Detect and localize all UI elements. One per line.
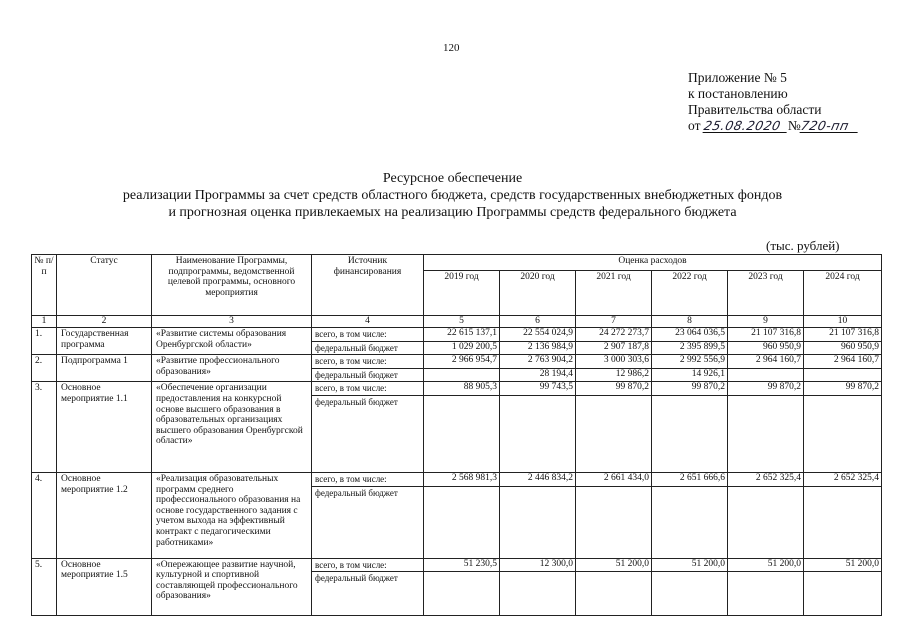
federal-value [804, 486, 882, 558]
title-line-1: Ресурсное обеспечение [382, 171, 523, 186]
federal-value [500, 572, 576, 616]
column-number: 7 [576, 316, 652, 328]
column-number: 2 [57, 316, 152, 328]
total-value: 88 905,3 [424, 382, 500, 396]
header-year: 2023 год [728, 271, 804, 316]
row-number: 5. [32, 558, 57, 616]
title-line-2: реализации Программы за счет средств областного бюджета, средств государственных внебюджетных фондов [122, 188, 783, 203]
table-row-total [32, 355, 882, 369]
federal-value [652, 395, 728, 472]
federal-value [424, 395, 500, 472]
date-prefix: от [688, 118, 701, 133]
federal-value [804, 368, 882, 382]
row-source-federal: федеральный бюджет [312, 368, 424, 382]
column-number: 8 [652, 316, 728, 328]
handwritten-date: 25.08.2020 [702, 119, 789, 133]
federal-value [500, 395, 576, 472]
total-value: 23 064 036,5 [652, 328, 728, 342]
total-value: 99 870,2 [576, 382, 652, 396]
column-number-row [32, 316, 882, 328]
page-number: 120 [443, 42, 460, 54]
federal-value: 12 986,2 [576, 368, 652, 382]
row-name: «Развитие системы образования Оренбургской области» [152, 328, 312, 355]
table-row-total [32, 382, 882, 396]
total-value: 51 200,0 [728, 558, 804, 572]
row-number: 2. [32, 355, 57, 382]
federal-value [728, 486, 804, 558]
total-value: 99 743,5 [500, 382, 576, 396]
total-value: 2 992 556,9 [652, 355, 728, 369]
row-name: «Обеспечение организации предоставления на конкурсной основе высшего образования в образовательных организациях высшего образования Оренбургской области» [152, 382, 312, 473]
total-value: 2 964 160,7 [804, 355, 882, 369]
units-label: (тыс. рублей) [766, 238, 840, 253]
row-number: 4. [32, 472, 57, 558]
federal-value: 960 950,9 [728, 341, 804, 355]
federal-value [424, 368, 500, 382]
total-value: 3 000 303,6 [576, 355, 652, 369]
total-value: 2 661 434,0 [576, 472, 652, 486]
total-value: 99 870,2 [652, 382, 728, 396]
total-value: 2 966 954,7 [424, 355, 500, 369]
table-row-total [32, 472, 882, 486]
total-value: 99 870,2 [804, 382, 882, 396]
appendix-line-2: к постановлению [688, 86, 788, 101]
column-number: 6 [500, 316, 576, 328]
document-title [0, 170, 905, 221]
federal-value: 2 907 187,8 [576, 341, 652, 355]
total-value: 51 200,0 [576, 558, 652, 572]
federal-value [500, 486, 576, 558]
federal-value: 960 950,9 [804, 341, 882, 355]
header-status: Статус [57, 255, 152, 316]
federal-value [728, 395, 804, 472]
total-value: 51 230,5 [424, 558, 500, 572]
row-source-federal: федеральный бюджет [312, 341, 424, 355]
total-value: 22 615 137,1 [424, 328, 500, 342]
total-value: 2 446 834,2 [500, 472, 576, 486]
table-body [32, 328, 882, 616]
column-number: 1 [32, 316, 57, 328]
total-value: 51 200,0 [804, 558, 882, 572]
row-name: «Опережающее развитие научной, культурной и спортивной составляющей профессионального образования» [152, 558, 312, 616]
number-sign: № [787, 118, 801, 133]
federal-value: 2 136 984,9 [500, 341, 576, 355]
row-status: Основное мероприятие 1.2 [57, 472, 152, 558]
total-value: 2 568 981,3 [424, 472, 500, 486]
header-year: 2022 год [652, 271, 728, 316]
row-source-total: всего, в том числе: [312, 328, 424, 342]
row-status: Подпрограмма 1 [57, 355, 152, 382]
row-name: «Развитие профессионального образования» [152, 355, 312, 382]
federal-value [652, 572, 728, 616]
federal-value [576, 395, 652, 472]
title-line-3: и прогнозная оценка привлекаемых на реализацию Программы средств федерального бюджета [168, 205, 737, 220]
row-number: 1. [32, 328, 57, 355]
row-source-total: всего, в том числе: [312, 472, 424, 486]
handwritten-number: 720-пп [799, 119, 860, 133]
row-status: Государственная программа [57, 328, 152, 355]
header-year: 2024 год [804, 271, 882, 316]
header-costs: Оценка расходов [424, 255, 882, 271]
federal-value [424, 486, 500, 558]
column-number: 9 [728, 316, 804, 328]
resource-table [31, 254, 882, 616]
total-value: 2 651 666,6 [652, 472, 728, 486]
total-value: 2 763 904,2 [500, 355, 576, 369]
header-name: Наименование Программы, подпрограммы, ведомственной целевой программы, основного мероприятия [152, 255, 312, 316]
row-status: Основное мероприятие 1.1 [57, 382, 152, 473]
row-source-federal: федеральный бюджет [312, 395, 424, 472]
row-source-total: всего, в том числе: [312, 558, 424, 572]
federal-value [576, 486, 652, 558]
federal-value [652, 486, 728, 558]
total-value: 2 652 325,4 [728, 472, 804, 486]
total-value: 24 272 273,7 [576, 328, 652, 342]
header-num: № п/п [32, 255, 57, 316]
row-source-total: всего, в том числе: [312, 355, 424, 369]
row-source-federal: федеральный бюджет [312, 572, 424, 616]
federal-value: 1 029 200,5 [424, 341, 500, 355]
federal-value [728, 368, 804, 382]
total-value: 12 300,0 [500, 558, 576, 572]
header-year: 2019 год [424, 271, 500, 316]
total-value: 22 554 024,9 [500, 328, 576, 342]
total-value: 2 964 160,7 [728, 355, 804, 369]
appendix-line-3: Правительства области [688, 102, 822, 117]
header-year: 2021 год [576, 271, 652, 316]
federal-value [804, 572, 882, 616]
federal-value: 14 926,1 [652, 368, 728, 382]
federal-value: 2 395 899,5 [652, 341, 728, 355]
total-value: 21 107 316,8 [728, 328, 804, 342]
total-value: 51 200,0 [652, 558, 728, 572]
federal-value [576, 572, 652, 616]
federal-value [804, 395, 882, 472]
table-row-total [32, 558, 882, 572]
federal-value [728, 572, 804, 616]
federal-value [424, 572, 500, 616]
column-number: 5 [424, 316, 500, 328]
federal-value: 28 194,4 [500, 368, 576, 382]
row-name: «Реализация образовательных программ среднего профессионального образования на основе государственного задания с учетом выхода на эффективный контракт с педагогическими работниками» [152, 472, 312, 558]
appendix-line-1: Приложение № 5 [688, 70, 787, 85]
header-year: 2020 год [500, 271, 576, 316]
total-value: 2 652 325,4 [804, 472, 882, 486]
appendix-date-line [688, 118, 859, 134]
total-value: 99 870,2 [728, 382, 804, 396]
row-number: 3. [32, 382, 57, 473]
column-number: 3 [152, 316, 312, 328]
row-status: Основное мероприятие 1.5 [57, 558, 152, 616]
table-row-total [32, 328, 882, 342]
row-source-federal: федеральный бюджет [312, 486, 424, 558]
row-source-total: всего, в том числе: [312, 382, 424, 396]
total-value: 21 107 316,8 [804, 328, 882, 342]
column-number: 10 [804, 316, 882, 328]
column-number: 4 [312, 316, 424, 328]
header-source: Источник финансирования [312, 255, 424, 316]
appendix-block [688, 70, 859, 134]
